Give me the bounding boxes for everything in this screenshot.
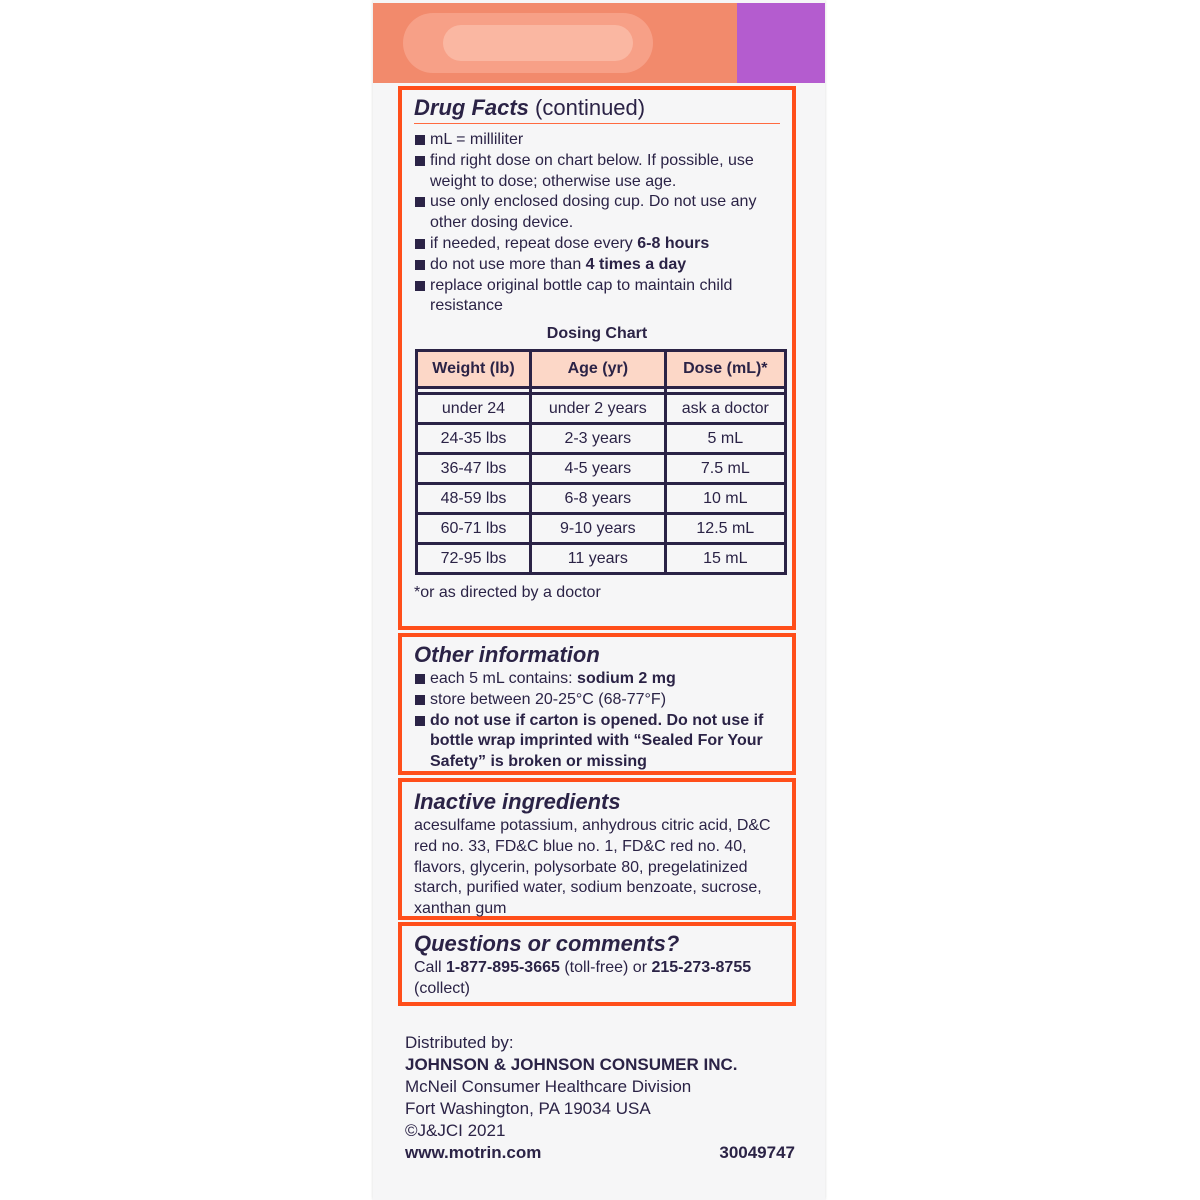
direction-bullet: mL = milliliter	[414, 130, 780, 151]
dosing-footnote: *or as directed by a doctor	[414, 584, 601, 602]
copyright: ©J&JCI 2021	[405, 1121, 506, 1140]
bullet-square-icon	[415, 135, 425, 145]
distributor-info	[405, 1032, 795, 1164]
table-row	[417, 424, 786, 454]
table-cell: under 2 years	[530, 394, 665, 424]
table-cell: 60-71 lbs	[417, 514, 531, 544]
drug-facts-heading: Drug Facts (continued)	[414, 95, 646, 120]
collect-phone[interactable]: 215-273-8755	[651, 959, 752, 976]
dosing-column-header: Age (yr)	[530, 351, 665, 388]
dosing-chart-table	[415, 349, 787, 575]
dosing-column-header: Weight (lb)	[417, 351, 531, 388]
website-link[interactable]: www.motrin.com	[405, 1143, 542, 1162]
table-cell: 72-95 lbs	[417, 544, 531, 574]
table-cell: under 24	[417, 394, 531, 424]
bullet-square-icon	[415, 716, 425, 726]
carton-warning-bullet: do not use if carton is opened. Do not use if bottle wrap imprinted with “Sealed For Your Safety” is broken or missing	[414, 711, 780, 773]
table-cell: 4-5 years	[530, 454, 665, 484]
distributed-by-label: Distributed by:	[405, 1033, 514, 1052]
direction-bullet: do not use more than 4 times a day	[414, 255, 780, 276]
table-cell: 36-47 lbs	[417, 454, 531, 484]
table-cell: 24-35 lbs	[417, 424, 531, 454]
bullet-square-icon	[415, 695, 425, 705]
questions-contact-text: Call 1-877-895-3665 (toll-free) or 215-273-8755 (collect)	[414, 959, 752, 997]
table-cell: 12.5 mL	[665, 514, 785, 544]
table-cell: ask a doctor	[665, 394, 785, 424]
table-cell: 9-10 years	[530, 514, 665, 544]
other-information-heading: Other information	[414, 642, 600, 667]
dosing-column-header: Dose (mL)*	[665, 351, 785, 388]
storage-bullet: store between 20-25°C (68-77°F)	[414, 690, 780, 711]
table-cell: 5 mL	[665, 424, 785, 454]
sodium-bullet: each 5 mL contains: sodium 2 mg	[414, 669, 780, 690]
table-cell: 6-8 years	[530, 484, 665, 514]
direction-bullet: if needed, repeat dose every 6-8 hours	[414, 234, 780, 255]
questions-heading: Questions or comments?	[414, 931, 680, 956]
table-cell: 11 years	[530, 544, 665, 574]
table-row	[417, 514, 786, 544]
inactive-ingredients-heading: Inactive ingredients	[414, 789, 621, 814]
flavor-band	[737, 3, 825, 83]
bullet-square-icon	[415, 674, 425, 684]
box-top-band	[373, 3, 825, 83]
direction-bullet: find right dose on chart below. If possible, use weight to dose; otherwise use age.	[414, 151, 780, 193]
bullet-square-icon	[415, 197, 425, 207]
direction-bullet: use only enclosed dosing cup. Do not use any other dosing device.	[414, 192, 780, 234]
bullet-square-icon	[415, 281, 425, 291]
toll-free-phone[interactable]: 1-877-895-3665	[446, 959, 560, 976]
bullet-square-icon	[415, 260, 425, 270]
division-name: McNeil Consumer Healthcare Division	[405, 1077, 692, 1096]
table-row	[417, 454, 786, 484]
directions-list	[414, 130, 780, 317]
table-cell: 10 mL	[665, 484, 785, 514]
inactive-ingredients-panel	[398, 778, 796, 920]
bullet-square-icon	[415, 239, 425, 249]
heading-rule	[414, 123, 780, 124]
address: Fort Washington, PA 19034 USA	[405, 1099, 651, 1118]
drug-facts-panel	[398, 86, 796, 630]
brand-logo-highlight	[443, 25, 633, 61]
company-name: JOHNSON & JOHNSON CONSUMER INC.	[405, 1055, 738, 1074]
bullet-square-icon	[415, 156, 425, 166]
inactive-ingredients-text: acesulfame potassium, anhydrous citric acid, D&C red no. 33, FD&C blue no. 1, FD&C red no. 40, flavors, glycerin, polysorbate 80, pregelatinized starch, purified water, sodium benzoate, sucrose, xanthan gum	[414, 817, 771, 918]
questions-panel	[398, 922, 796, 1006]
footer-row	[405, 1142, 795, 1164]
other-information-panel	[398, 633, 796, 775]
product-code: 30049747	[719, 1143, 795, 1162]
table-cell: 15 mL	[665, 544, 785, 574]
table-row	[417, 394, 786, 424]
direction-bullet: replace original bottle cap to maintain child resistance	[414, 276, 780, 318]
dosing-chart-title: Dosing Chart	[546, 325, 648, 343]
table-row	[417, 484, 786, 514]
table-cell: 2-3 years	[530, 424, 665, 454]
table-row	[417, 544, 786, 574]
table-cell: 48-59 lbs	[417, 484, 531, 514]
table-cell: 7.5 mL	[665, 454, 785, 484]
